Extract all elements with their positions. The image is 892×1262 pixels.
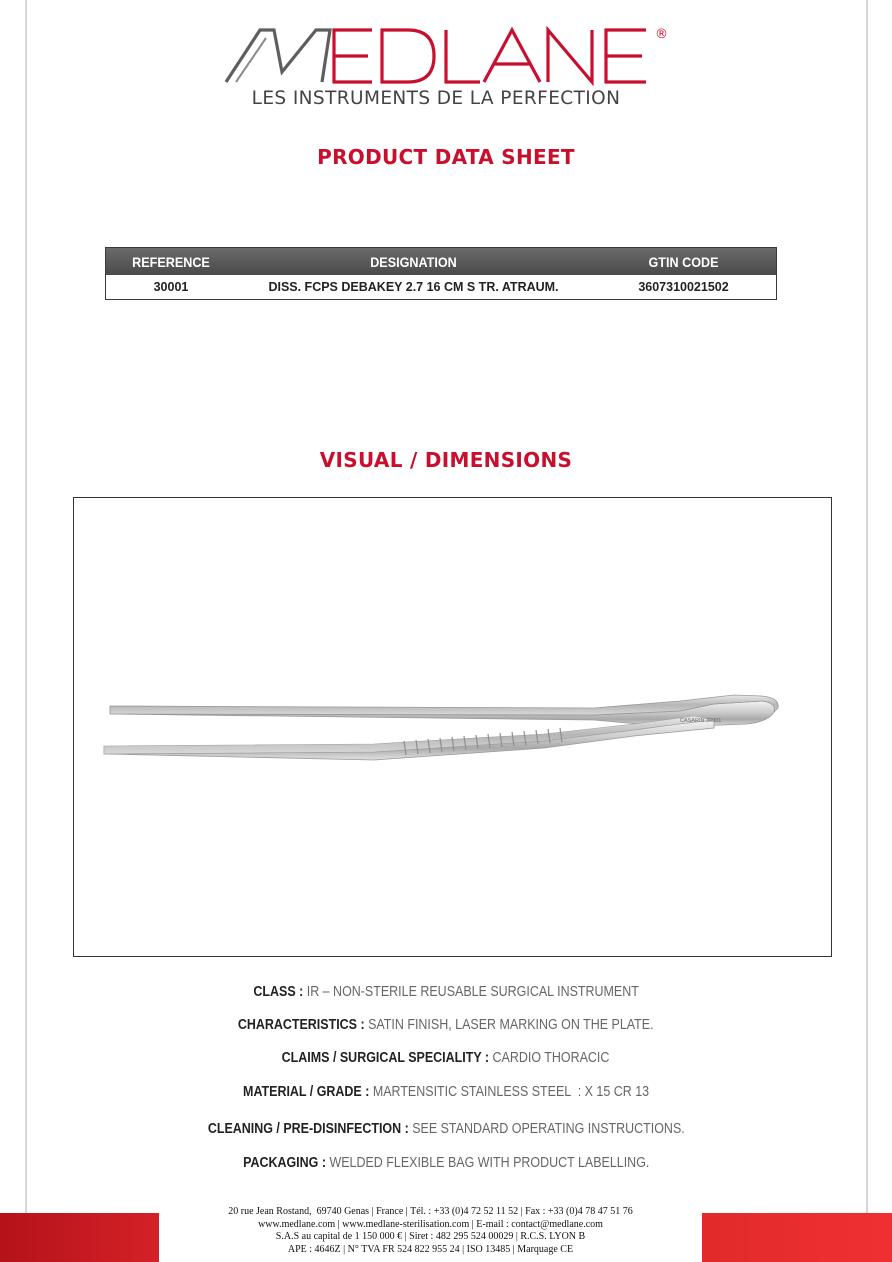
footer-contact bbox=[159, 1206, 702, 1256]
brand-tagline: LES INSTRUMENTS DE LA PERFECTION bbox=[251, 88, 621, 109]
footer-websites: www.medlane.com | www.medlane-sterilisation.com | E-mail : contact@medlane.com bbox=[258, 1218, 603, 1230]
table-header-row bbox=[106, 248, 776, 275]
cell-reference: 30001 bbox=[153, 280, 189, 294]
footer-registration: APE : 4646Z | N° TVA FR 524 822 955 24 | ISO 13485 | Marquage CE bbox=[287, 1243, 574, 1255]
brand-logo bbox=[0, 22, 892, 117]
forceps-marking: CASARIN 30001 bbox=[680, 718, 722, 724]
footer-accent-right bbox=[702, 1213, 892, 1262]
spec-class: CLASS : IR – NON-STERILE REUSABLE SURGICAL INSTRUMENT bbox=[253, 984, 639, 1000]
footer-company-info: S.A.S au capital de 1 150 000 € | Siret : 482 295 524 00029 | R.C.S. LYON B bbox=[275, 1231, 586, 1242]
header-gtin: GTIN CODE bbox=[648, 253, 719, 270]
logo-wordmark-svg bbox=[222, 26, 650, 86]
spec-cleaning: CLEANING / PRE-DISINFECTION : SEE STANDARD OPERATING INSTRUCTIONS. bbox=[207, 1121, 685, 1137]
page-title: PRODUCT DATA SHEET bbox=[317, 145, 575, 169]
header-designation: DESIGNATION bbox=[370, 253, 457, 270]
product-visual-box bbox=[73, 497, 832, 957]
cell-designation: DISS. FCPS DEBAKEY 2.7 16 CM S TR. ATRAUM. bbox=[268, 280, 559, 294]
spec-characteristics: CHARACTERISTICS : SATIN FINISH, LASER MARKING ON THE PLATE. bbox=[238, 1017, 654, 1033]
logo-wordmark bbox=[222, 26, 650, 86]
spec-claims: CLAIMS / SURGICAL SPECIALITY : CARDIO THORACIC bbox=[282, 1050, 610, 1066]
registered-mark: ® bbox=[655, 27, 668, 42]
visual-section-title: VISUAL / DIMENSIONS bbox=[319, 448, 573, 472]
footer-accent-left bbox=[0, 1213, 159, 1262]
table-row bbox=[106, 275, 776, 299]
cell-gtin: 3607310021502 bbox=[638, 280, 729, 294]
spec-packaging: PACKAGING : WELDED FLEXIBLE BAG WITH PRODUCT LABELLING. bbox=[242, 1155, 650, 1171]
footer-address: 20 rue Jean Rostand, 69740 Genas | France | Tél. : +33 (0)4 72 52 11 52 | Fax : +33 (0)4 78 47 51 76 bbox=[228, 1206, 633, 1217]
forceps-icon bbox=[74, 498, 831, 956]
spec-material: MATERIAL / GRADE : MARTENSITIC STAINLESS STEEL : X 15 CR 13 bbox=[242, 1084, 650, 1100]
reference-table bbox=[105, 247, 777, 300]
header-reference: REFERENCE bbox=[132, 253, 210, 270]
